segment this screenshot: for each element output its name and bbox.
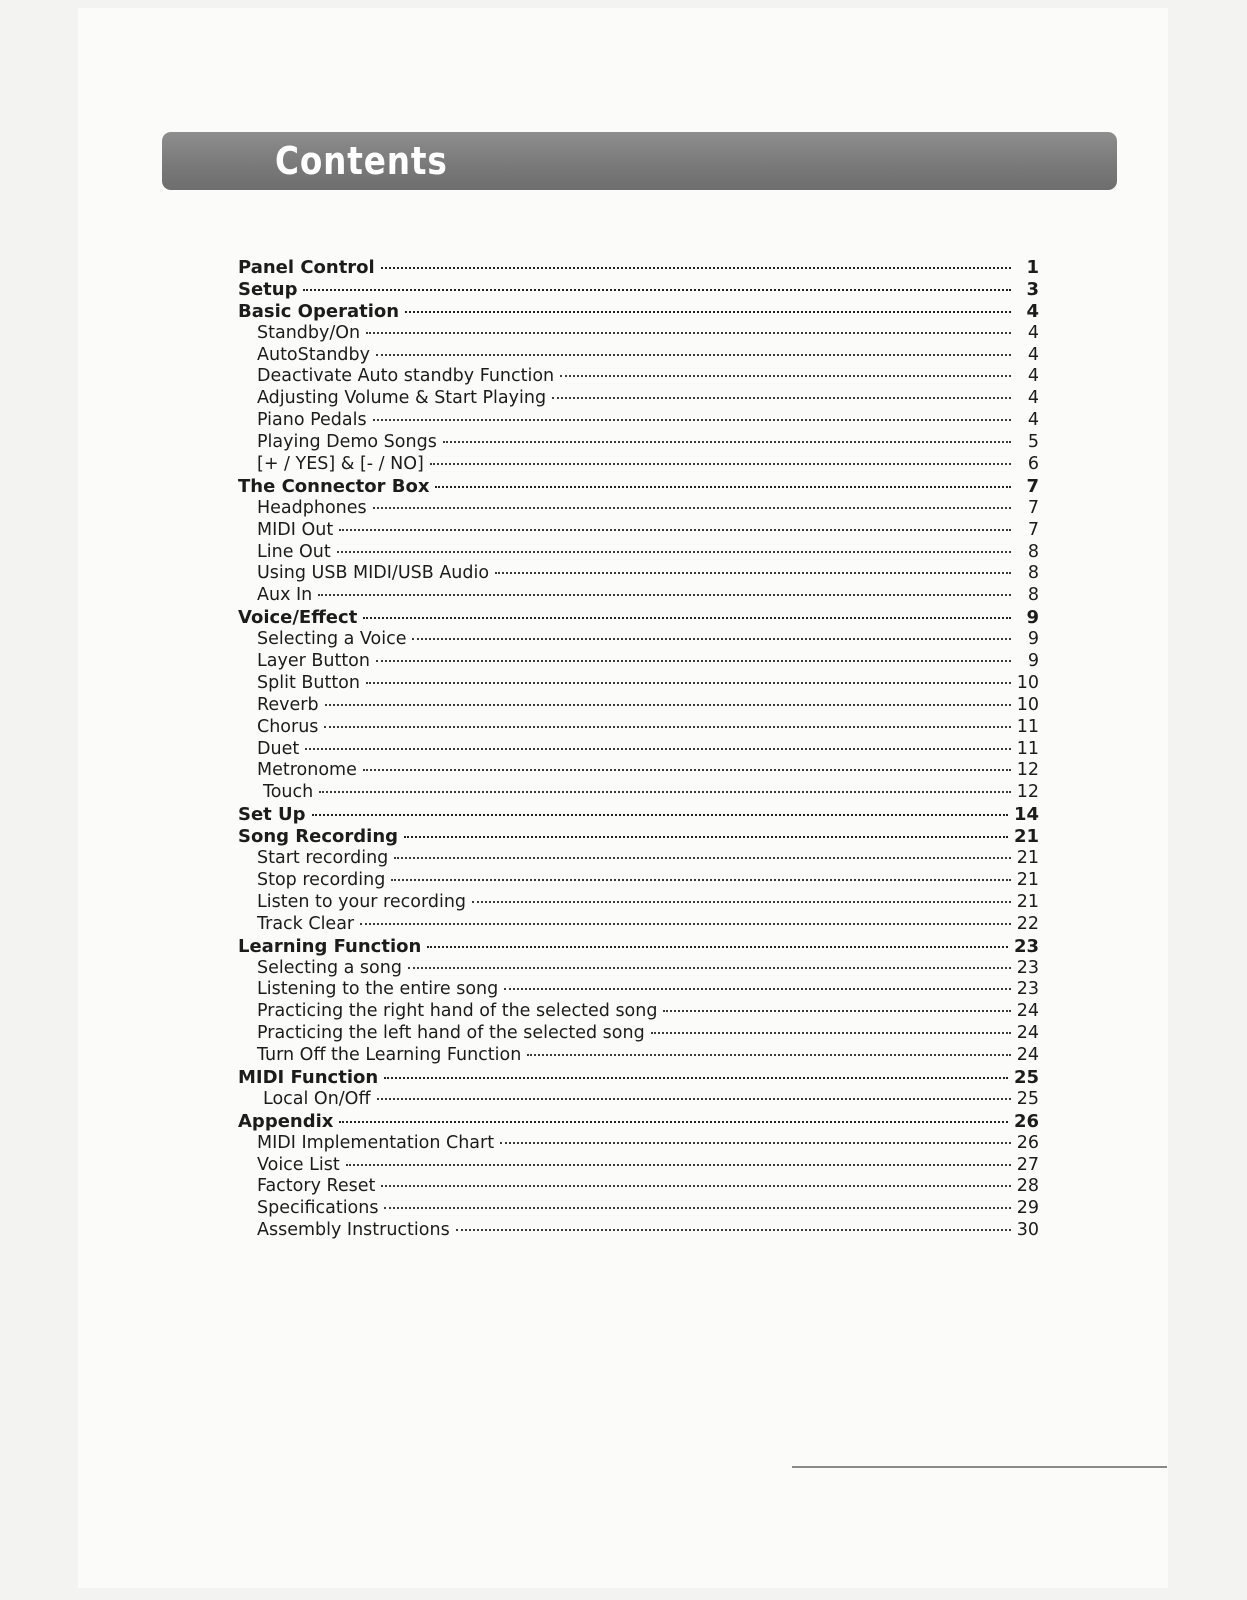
- toc-subsection-entry: [238, 892, 1039, 914]
- dot-leader: [391, 879, 1010, 881]
- dot-leader: [405, 311, 1011, 313]
- toc-entry-label: Piano Pedals: [257, 410, 367, 431]
- toc-entry-label: Aux In: [257, 585, 313, 606]
- dot-leader: [339, 529, 1011, 531]
- toc-page-number: 23: [1016, 957, 1039, 978]
- toc-page-number: 21: [1013, 826, 1039, 848]
- toc-page-number: 7: [1027, 497, 1039, 518]
- toc-entry-label: Headphones: [257, 497, 367, 518]
- dot-leader: [651, 1032, 1011, 1034]
- dot-leader: [324, 726, 1010, 728]
- dot-leader: [427, 946, 1008, 948]
- toc-entry-label: Using USB MIDI/USB Audio: [257, 563, 490, 584]
- toc-subsection-entry: [238, 695, 1039, 717]
- toc-entry-label: Standby/On: [257, 322, 361, 343]
- dot-leader: [366, 332, 1011, 334]
- dot-leader: [339, 1121, 1008, 1123]
- toc-subsection-entry: [238, 1089, 1039, 1111]
- toc-page-number: 12: [1016, 760, 1039, 781]
- dot-leader: [325, 704, 1011, 706]
- toc-page-number: 24: [1016, 1023, 1039, 1044]
- toc-subsection-entry: [238, 454, 1039, 476]
- toc-section-entry: [238, 1111, 1039, 1133]
- toc-subsection-entry: [238, 782, 1039, 804]
- toc-entry-label: Voice/Effect: [238, 607, 358, 629]
- toc-subsection-entry: [238, 323, 1039, 345]
- toc-entry-label: Specifications: [257, 1198, 379, 1219]
- dot-leader: [366, 682, 1011, 684]
- dot-leader: [373, 507, 1011, 509]
- toc-entry-label: Practicing the right hand of the selected song: [257, 1001, 658, 1022]
- toc-subsection-entry: [238, 1176, 1039, 1198]
- toc-entry-label: Line Out: [257, 541, 331, 562]
- toc-subsection-entry: [238, 1133, 1039, 1155]
- toc-entry-label: Setup: [238, 278, 298, 300]
- toc-subsection-entry: [238, 651, 1039, 673]
- toc-page-number: 22: [1016, 913, 1039, 934]
- toc-page-number: 4: [1027, 388, 1039, 409]
- toc-entry-label: Selecting a Voice: [257, 629, 407, 650]
- toc-page-number: 7: [1027, 519, 1039, 540]
- toc-entry-label: Practicing the left hand of the selected song: [257, 1023, 645, 1044]
- toc-page-number: 23: [1013, 935, 1039, 957]
- toc-entry-label: Song Recording: [238, 826, 399, 848]
- toc-entry-label: Voice List: [257, 1154, 340, 1175]
- toc-page-number: 26: [1016, 1132, 1039, 1153]
- toc-subsection-entry: [238, 1155, 1039, 1177]
- toc-subsection-entry: [238, 388, 1039, 410]
- dot-leader: [376, 660, 1011, 662]
- toc-page-number: 9: [1027, 651, 1039, 672]
- dot-leader: [504, 988, 1010, 990]
- toc-page-number: 8: [1027, 541, 1039, 562]
- toc-subsection-entry: [238, 520, 1039, 542]
- toc-section-entry: [238, 607, 1039, 629]
- page-title: Contents: [275, 139, 448, 183]
- dot-leader: [373, 419, 1011, 421]
- footer-rule: [792, 1466, 1167, 1468]
- toc-subsection-entry: [238, 848, 1039, 870]
- dot-leader: [527, 1054, 1010, 1056]
- toc-page-number: 27: [1016, 1154, 1039, 1175]
- toc-page-number: 4: [1026, 300, 1039, 322]
- toc-subsection-entry: [238, 914, 1039, 936]
- toc-page-number: 24: [1016, 1045, 1039, 1066]
- toc-page-number: 7: [1026, 475, 1039, 497]
- toc-subsection-entry: [238, 345, 1039, 367]
- toc-subsection-entry: [238, 979, 1039, 1001]
- dot-leader: [305, 748, 1011, 750]
- toc-subsection-entry: [238, 958, 1039, 980]
- toc-page-number: 24: [1016, 1001, 1039, 1022]
- toc-subsection-entry: [238, 366, 1039, 388]
- toc-page-number: 9: [1027, 629, 1039, 650]
- dot-leader: [319, 791, 1010, 793]
- toc-page-number: 14: [1013, 804, 1039, 826]
- toc-section-entry: [238, 804, 1039, 826]
- toc-entry-label: MIDI Out: [257, 519, 334, 540]
- toc-page-number: 4: [1027, 366, 1039, 387]
- toc-entry-label: Metronome: [257, 760, 357, 781]
- toc-subsection-entry: [238, 739, 1039, 761]
- toc-subsection-entry: [238, 1198, 1039, 1220]
- toc-subsection-entry: [238, 673, 1039, 695]
- toc-entry-label: Reverb: [257, 694, 319, 715]
- dot-leader: [435, 486, 1011, 488]
- toc-page-number: 4: [1027, 344, 1039, 365]
- toc-subsection-entry: [238, 870, 1039, 892]
- toc-page-number: 9: [1026, 607, 1039, 629]
- toc-entry-label: Duet: [257, 738, 300, 759]
- dot-leader: [456, 1229, 1011, 1231]
- toc-entry-label: Selecting a song: [257, 957, 402, 978]
- toc-entry-label: Assembly Instructions: [257, 1220, 450, 1241]
- toc-subsection-entry: [238, 432, 1039, 454]
- dot-leader: [303, 289, 1011, 291]
- toc-entry-label: Listen to your recording: [257, 891, 467, 912]
- toc-page-number: 21: [1016, 848, 1039, 869]
- toc-page-number: 21: [1016, 869, 1039, 890]
- toc-page-number: 10: [1016, 694, 1039, 715]
- toc-page-number: 26: [1013, 1110, 1039, 1132]
- toc-entry-label: Playing Demo Songs: [257, 432, 437, 453]
- toc-page-number: 11: [1016, 738, 1039, 759]
- dot-leader: [472, 901, 1011, 903]
- dot-leader: [384, 1207, 1010, 1209]
- toc-entry-label: Touch: [263, 782, 314, 803]
- toc-page-number: 4: [1027, 410, 1039, 431]
- toc-entry-label: Deactivate Auto standby Function: [257, 366, 555, 387]
- dot-leader: [500, 1142, 1011, 1144]
- dot-leader: [337, 551, 1011, 553]
- dot-leader: [384, 1077, 1008, 1079]
- toc-entry-label: Track Clear: [257, 913, 355, 934]
- dot-leader: [663, 1010, 1010, 1012]
- toc-entry-label: Basic Operation: [238, 300, 400, 322]
- toc-page-number: 11: [1016, 716, 1039, 737]
- dot-leader: [404, 836, 1008, 838]
- toc-section-entry: [238, 826, 1039, 848]
- toc-entry-label: [+ / YES] & [- / NO]: [257, 454, 424, 475]
- toc-section-entry: [238, 257, 1039, 279]
- toc-entry-label: Local On/Off: [263, 1088, 371, 1109]
- toc-entry-label: The Connector Box: [238, 475, 430, 497]
- toc-subsection-entry: [238, 629, 1039, 651]
- toc-entry-label: Factory Reset: [257, 1176, 376, 1197]
- toc-section-entry: [238, 279, 1039, 301]
- toc-entry-label: Chorus: [257, 716, 319, 737]
- toc-entry-label: Turn Off the Learning Function: [257, 1045, 522, 1066]
- toc-entry-label: Stop recording: [257, 869, 386, 890]
- dot-leader: [363, 769, 1011, 771]
- table-of-contents: [238, 257, 1039, 1242]
- toc-page-number: 23: [1016, 979, 1039, 1000]
- dot-leader: [443, 441, 1011, 443]
- dot-leader: [318, 594, 1011, 596]
- toc-entry-label: Adjusting Volume & Start Playing: [257, 388, 547, 409]
- toc-subsection-entry: [238, 498, 1039, 520]
- dot-leader: [560, 375, 1011, 377]
- toc-entry-label: Layer Button: [257, 651, 370, 672]
- dot-leader: [363, 617, 1011, 619]
- toc-subsection-entry: [238, 585, 1039, 607]
- dot-leader: [381, 267, 1011, 269]
- toc-subsection-entry: [238, 542, 1039, 564]
- toc-section-entry: [238, 476, 1039, 498]
- toc-page-number: 3: [1026, 278, 1039, 300]
- toc-page-number: 30: [1016, 1220, 1039, 1241]
- toc-section-entry: [238, 301, 1039, 323]
- dot-leader: [394, 857, 1010, 859]
- dot-leader: [408, 967, 1011, 969]
- toc-page-number: 1: [1026, 257, 1039, 278]
- dot-leader: [381, 1185, 1010, 1187]
- toc-page-number: 25: [1016, 1088, 1039, 1109]
- toc-page-number: 29: [1016, 1198, 1039, 1219]
- dot-leader: [376, 354, 1011, 356]
- dot-leader: [377, 1098, 1011, 1100]
- toc-subsection-entry: [238, 563, 1039, 585]
- toc-page-number: 4: [1027, 322, 1039, 343]
- contents-header-bar: [162, 132, 1117, 190]
- dot-leader: [312, 814, 1008, 816]
- toc-subsection-entry: [238, 1220, 1039, 1242]
- toc-page-number: 8: [1027, 563, 1039, 584]
- toc-subsection-entry: [238, 1001, 1039, 1023]
- toc-subsection-entry: [238, 760, 1039, 782]
- toc-page-number: 10: [1016, 672, 1039, 693]
- toc-section-entry: [238, 1067, 1039, 1089]
- toc-page-number: 21: [1016, 891, 1039, 912]
- toc-page-number: 25: [1013, 1066, 1039, 1088]
- toc-entry-label: Split Button: [257, 672, 360, 693]
- toc-entry-label: Set Up: [238, 804, 306, 826]
- toc-page-number: 8: [1027, 585, 1039, 606]
- dot-leader: [430, 463, 1011, 465]
- toc-entry-label: AutoStandby: [257, 344, 370, 365]
- toc-subsection-entry: [238, 717, 1039, 739]
- toc-entry-label: Appendix: [238, 1110, 334, 1132]
- dot-leader: [346, 1164, 1011, 1166]
- toc-entry-label: Listening to the entire song: [257, 979, 499, 1000]
- toc-page-number: 6: [1027, 454, 1039, 475]
- toc-subsection-entry: [238, 1023, 1039, 1045]
- toc-page-number: 5: [1027, 432, 1039, 453]
- dot-leader: [360, 923, 1011, 925]
- dot-leader: [495, 572, 1011, 574]
- toc-entry-label: MIDI Function: [238, 1066, 379, 1088]
- toc-entry-label: Learning Function: [238, 935, 422, 957]
- toc-section-entry: [238, 936, 1039, 958]
- dot-leader: [552, 397, 1011, 399]
- toc-entry-label: Panel Control: [238, 257, 375, 278]
- toc-entry-label: Start recording: [257, 848, 389, 869]
- toc-page-number: 28: [1016, 1176, 1039, 1197]
- toc-page-number: 12: [1016, 782, 1039, 803]
- dot-leader: [412, 638, 1011, 640]
- toc-entry-label: MIDI Implementation Chart: [257, 1132, 495, 1153]
- toc-subsection-entry: [238, 410, 1039, 432]
- toc-subsection-entry: [238, 1045, 1039, 1067]
